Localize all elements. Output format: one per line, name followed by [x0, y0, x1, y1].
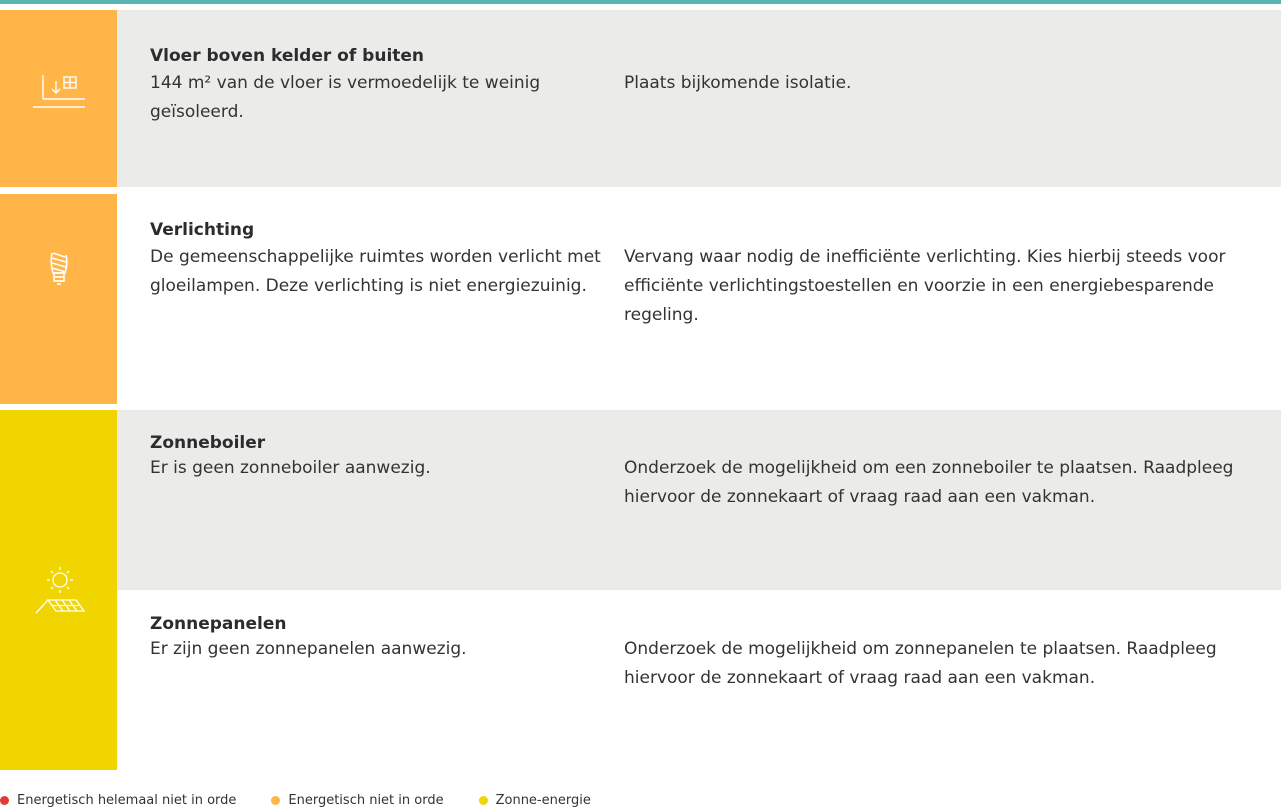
row-description: De gemeenschappelijke ruimtes worden verlicht met gloeilampen. Deze verlichting is niet energiezuinig.: [150, 247, 601, 296]
legend-item: [0, 793, 236, 808]
solar-energy-icon: [30, 565, 90, 617]
row-description: Er is geen zonneboiler aanwezig.: [150, 458, 431, 478]
top-accent-line: [0, 0, 1281, 4]
row-title: Zonnepanelen: [150, 614, 287, 634]
row-title: Vloer boven kelder of buiten: [150, 46, 425, 66]
legend-label: Zonne-energie: [495, 793, 591, 808]
legend-label: Energetisch niet in orde: [288, 793, 444, 808]
row-advice: Onderzoek de mogelijkheid om zonnepanelen te plaatsen. Raadpleeg hiervoor de zonnekaart of vraag raad aan een vakman.: [624, 639, 1217, 688]
legend: [0, 790, 613, 811]
row-title: Zonneboiler: [150, 433, 266, 453]
status-strip-orange: [0, 194, 117, 404]
row-description: 144 m² van de vloer is vermoedelijk te weinig geïsoleerd.: [150, 73, 541, 122]
light-bulb-icon: [45, 249, 73, 289]
row-description: Er zijn geen zonnepanelen aanwezig.: [150, 639, 467, 659]
recommendation-row-lighting: [0, 194, 1281, 404]
recommendation-group-solar: [0, 410, 1281, 770]
recommendation-row-floor: [0, 10, 1281, 187]
row-title: Verlichting: [150, 220, 255, 240]
yellow-dot-icon: [479, 796, 488, 805]
legend-item: [258, 793, 443, 808]
legend-label: Energetisch helemaal niet in orde: [17, 793, 237, 808]
floor-insulation-icon: [30, 67, 88, 115]
legend-item: [466, 793, 591, 808]
orange-dot-icon: [271, 796, 280, 805]
row-advice: Onderzoek de mogelijkheid om een zonneboiler te plaatsen. Raadpleeg hiervoor de zonnekaart of vraag raad aan een vakman.: [624, 458, 1234, 507]
red-dot-icon: [0, 796, 9, 805]
row-advice: Vervang waar nodig de inefficiënte verlichting. Kies hierbij steeds voor efficiënte verlichtingstoestellen en voorzie in een energiebesparende regeling.: [624, 247, 1226, 325]
row-advice: Plaats bijkomende isolatie.: [624, 73, 852, 93]
